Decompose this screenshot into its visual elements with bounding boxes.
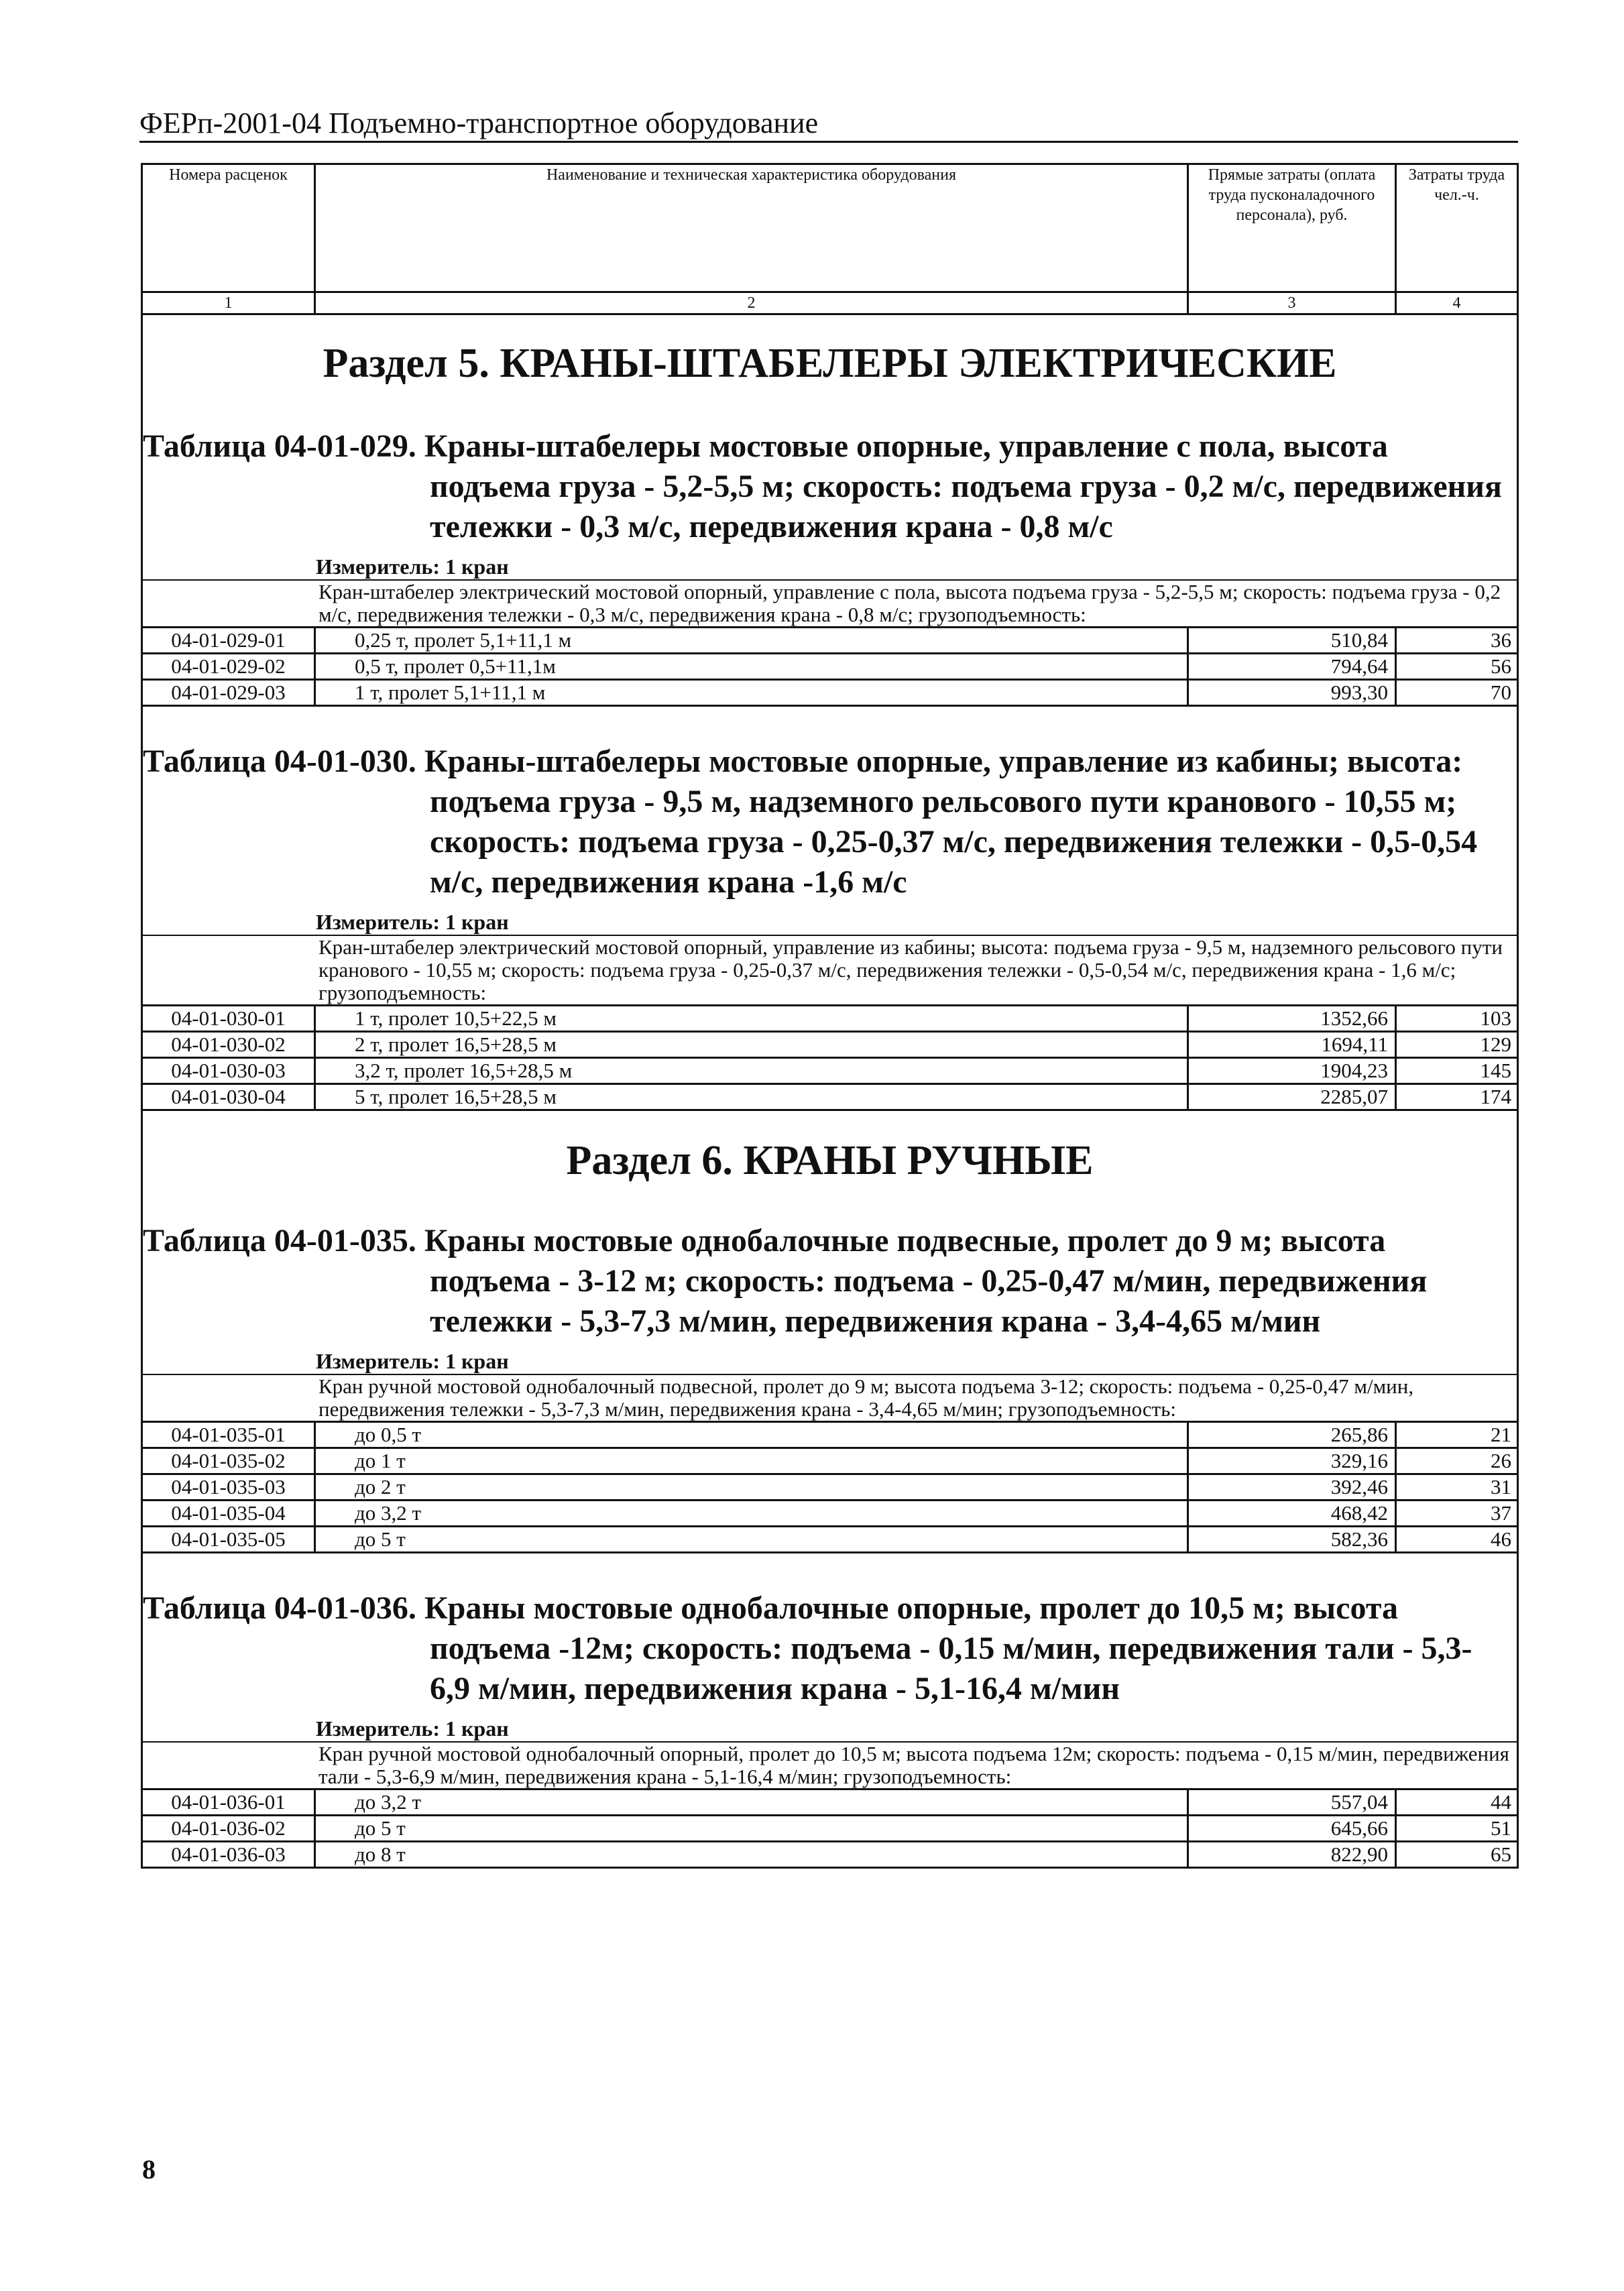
equipment-description [142, 935, 1518, 1006]
spacer-row [142, 1709, 1518, 1716]
table-row [142, 1084, 1518, 1110]
column-numbers [142, 292, 1518, 314]
equipment-description [142, 1742, 1518, 1789]
equipment-description-text: Кран-штабелер электрический мостовой опорный, управление с пола, высота подъема груза - 5,2-5,5 м; скорость: подъема груза - 0,2 м/с, передвижения тележки - 0,3 м/с, передвижения крана - 0,8 м/с; грузоподъемность: [318, 580, 1501, 626]
table-row [142, 1006, 1518, 1032]
direct-cost: 265,86 [1188, 1422, 1396, 1448]
direct-cost: 557,04 [1188, 1789, 1396, 1816]
rate-code: 04-01-035-04 [142, 1501, 315, 1527]
table-title-row [142, 742, 1518, 902]
item-name: до 5 т [315, 1527, 1188, 1553]
direct-cost: 392,46 [1188, 1474, 1396, 1501]
equipment-description [142, 580, 1518, 628]
table-title-row [142, 1588, 1518, 1709]
page-number: 8 [142, 2154, 156, 2184]
labor-cost: 51 [1396, 1816, 1518, 1842]
spacer-cell [142, 547, 1518, 554]
labor-cost: 21 [1396, 1422, 1518, 1448]
rate-code: 04-01-029-02 [142, 654, 315, 680]
table-title-text: Таблица 04-01-029. Краны-штабелеры мостовые опорные, управление с пола, высота подъема груза - 5,2-5,5 м; скорость: подъема груза - 0,2 м/с, передвижения тележки - 0,3 м/с, передвижения крана - 0,8 м/с [143, 428, 1502, 544]
table-title-text: Таблица 04-01-030. Краны-штабелеры мостовые опорные, управление из кабины; высота: подъема груза - 9,5 м, надземного рельсового пути кранового - 10,55 м; скорость: подъема груза - 0,25-0,37 м/с, передвижения тележки - 0,5-0,54 м/с, передвижения крана -1,6 м/с [143, 744, 1478, 900]
rate-code: 04-01-035-01 [142, 1422, 315, 1448]
spacer-cell [142, 1110, 1518, 1136]
item-name: до 3,2 т [315, 1501, 1188, 1527]
table-row [142, 1789, 1518, 1816]
measure-row [142, 909, 1518, 935]
table-title-text: Таблица 04-01-035. Краны мостовые однобалочные подвесные, пролет до 9 м; высота подъема - 3-12 м; скорость: подъема - 0,25-0,47 м/мин, передвижения тележки - 5,3-7,3 м/мин, передвижения крана - 3,4-4,65 м/мин [143, 1223, 1428, 1339]
labor-cost: 44 [1396, 1789, 1518, 1816]
direct-cost: 582,36 [1188, 1527, 1396, 1553]
table-header [142, 164, 1518, 292]
item-name: 1 т, пролет 5,1+11,1 м [315, 680, 1188, 706]
item-name: 3,2 т, пролет 16,5+28,5 м [315, 1058, 1188, 1084]
table-title-row [142, 1221, 1518, 1342]
rate-code: 04-01-030-02 [142, 1032, 315, 1058]
labor-cost: 56 [1396, 654, 1518, 680]
labor-cost: 65 [1396, 1842, 1518, 1868]
spacer-cell [142, 1553, 1518, 1589]
spacer-cell [142, 1186, 1518, 1221]
measure-unit: Измеритель: 1 кран [142, 909, 1518, 935]
item-name: 2 т, пролет 16,5+28,5 м [315, 1032, 1188, 1058]
direct-cost: 329,16 [1188, 1448, 1396, 1474]
spacer-row [142, 1553, 1518, 1589]
spacer-cell [142, 1342, 1518, 1348]
equipment-description-text: Кран-штабелер электрический мостовой опорный, управление из кабины; высота: подъема груза - 9,5 м, надземного рельсового пути кранового - 10,55 м; скорость: подъема груза - 0,25-0,37 м/с, передвижения тележки - 0,5-0,54 м/с, передвижения крана - 1,6 м/с; грузоподъемность: [318, 935, 1503, 1004]
labor-cost: 46 [1396, 1527, 1518, 1553]
table-row [142, 654, 1518, 680]
labor-cost: 26 [1396, 1448, 1518, 1474]
direct-cost: 510,84 [1188, 628, 1396, 654]
table-row [142, 1501, 1518, 1527]
item-name: до 0,5 т [315, 1422, 1188, 1448]
direct-cost: 1694,11 [1188, 1032, 1396, 1058]
item-name: до 8 т [315, 1842, 1188, 1868]
header-col-labor: Затраты труда чел.-ч. [1396, 164, 1518, 292]
rate-code: 04-01-029-01 [142, 628, 315, 654]
labor-cost: 36 [1396, 628, 1518, 654]
direct-cost: 1904,23 [1188, 1058, 1396, 1084]
spacer-cell [142, 902, 1518, 909]
direct-cost: 468,42 [1188, 1501, 1396, 1527]
labor-cost: 145 [1396, 1058, 1518, 1084]
spacer-row [142, 1342, 1518, 1348]
direct-cost: 1352,66 [1188, 1006, 1396, 1032]
section-title-row [142, 338, 1518, 389]
header-col-cost: Прямые затраты (оплата труда пусконаладочного персонала), руб. [1188, 164, 1396, 292]
description-row [142, 1742, 1518, 1789]
table-title-row [142, 426, 1518, 547]
rate-code: 04-01-030-03 [142, 1058, 315, 1084]
measure-row [142, 1348, 1518, 1374]
rate-code: 04-01-036-02 [142, 1816, 315, 1842]
table-title [142, 1221, 1518, 1342]
measure-row [142, 554, 1518, 580]
equipment-description [142, 1374, 1518, 1422]
section-title: Раздел 6. КРАНЫ РУЧНЫЕ [142, 1135, 1518, 1186]
description-row [142, 580, 1518, 628]
labor-cost: 70 [1396, 680, 1518, 706]
item-name: до 3,2 т [315, 1789, 1188, 1816]
direct-cost: 993,30 [1188, 680, 1396, 706]
section-title: Раздел 5. КРАНЫ-ШТАБЕЛЕРЫ ЭЛЕКТРИЧЕСКИЕ [142, 338, 1518, 389]
rate-code: 04-01-035-03 [142, 1474, 315, 1501]
labor-cost: 174 [1396, 1084, 1518, 1110]
rate-code: 04-01-030-04 [142, 1084, 315, 1110]
measure-row [142, 1716, 1518, 1742]
rate-code: 04-01-035-02 [142, 1448, 315, 1474]
item-name: 0,5 т, пролет 0,5+11,1м [315, 654, 1188, 680]
column-number: 2 [315, 292, 1188, 314]
direct-cost: 645,66 [1188, 1816, 1396, 1842]
item-name: до 5 т [315, 1816, 1188, 1842]
table-row [142, 1842, 1518, 1868]
spacer-cell [142, 314, 1518, 339]
table-row [142, 1527, 1518, 1553]
rate-code: 04-01-029-03 [142, 680, 315, 706]
table-row [142, 680, 1518, 706]
table-row [142, 628, 1518, 654]
section-title-row [142, 1135, 1518, 1186]
table-title [142, 742, 1518, 902]
labor-cost: 37 [1396, 1501, 1518, 1527]
labor-cost: 31 [1396, 1474, 1518, 1501]
table-row [142, 1422, 1518, 1448]
measure-unit: Измеритель: 1 кран [142, 554, 1518, 580]
header-col-name: Наименование и техническая характеристика оборудования [315, 164, 1188, 292]
spacer-row [142, 389, 1518, 426]
table-title [142, 426, 1518, 547]
column-number: 3 [1188, 292, 1396, 314]
table-row [142, 1474, 1518, 1501]
spacer-row [142, 902, 1518, 909]
spacer-row [142, 706, 1518, 742]
item-name: до 2 т [315, 1474, 1188, 1501]
column-number: 4 [1396, 292, 1518, 314]
spacer-row [142, 314, 1518, 339]
description-row [142, 935, 1518, 1006]
rate-code: 04-01-036-03 [142, 1842, 315, 1868]
spacer-cell [142, 706, 1518, 742]
direct-cost: 2285,07 [1188, 1084, 1396, 1110]
running-head: ФЕРп-2001-04 Подъемно-транспортное оборудование [139, 107, 1518, 143]
rate-code: 04-01-030-01 [142, 1006, 315, 1032]
measure-unit: Измеритель: 1 кран [142, 1716, 1518, 1742]
table-row [142, 1816, 1518, 1842]
item-name: 1 т, пролет 10,5+22,5 м [315, 1006, 1188, 1032]
rates-table [141, 163, 1519, 1869]
labor-cost: 103 [1396, 1006, 1518, 1032]
description-row [142, 1374, 1518, 1422]
spacer-cell [142, 389, 1518, 426]
spacer-row [142, 547, 1518, 554]
measure-unit: Измеритель: 1 кран [142, 1348, 1518, 1374]
direct-cost: 794,64 [1188, 654, 1396, 680]
table-row [142, 1448, 1518, 1474]
spacer-cell [142, 1709, 1518, 1716]
item-name: 5 т, пролет 16,5+28,5 м [315, 1084, 1188, 1110]
equipment-description-text: Кран ручной мостовой однобалочный опорный, пролет до 10,5 м; высота подъема 12м; скорость: подъема - 0,15 м/мин, передвижения тали - 5,3-6,9 м/мин, передвижения крана - 5,1-16,4 м/мин; грузоподъемность: [318, 1742, 1509, 1788]
spacer-row [142, 1110, 1518, 1136]
table-row [142, 1058, 1518, 1084]
rate-code: 04-01-036-01 [142, 1789, 315, 1816]
item-name: до 1 т [315, 1448, 1188, 1474]
labor-cost: 129 [1396, 1032, 1518, 1058]
table-row [142, 1032, 1518, 1058]
item-name: 0,25 т, пролет 5,1+11,1 м [315, 628, 1188, 654]
column-number: 1 [142, 292, 315, 314]
table-title [142, 1588, 1518, 1709]
spacer-row [142, 1186, 1518, 1221]
header-col-codes: Номера расценок [142, 164, 315, 292]
direct-cost: 822,90 [1188, 1842, 1396, 1868]
table-title-text: Таблица 04-01-036. Краны мостовые однобалочные опорные, пролет до 10,5 м; высота подъема -12м; скорость: подъема - 0,15 м/мин, передвижения тали - 5,3-6,9 м/мин, передвижения крана - 5,1-16,4 м/мин [143, 1590, 1472, 1706]
rate-code: 04-01-035-05 [142, 1527, 315, 1553]
equipment-description-text: Кран ручной мостовой однобалочный подвесной, пролет до 9 м; высота подъема 3-12; скорость: подъема - 0,25-0,47 м/мин, передвижения тележки - 5,3-7,3 м/мин, передвижения крана - 3,4-4,65 м/мин; грузоподъемность: [318, 1374, 1414, 1421]
